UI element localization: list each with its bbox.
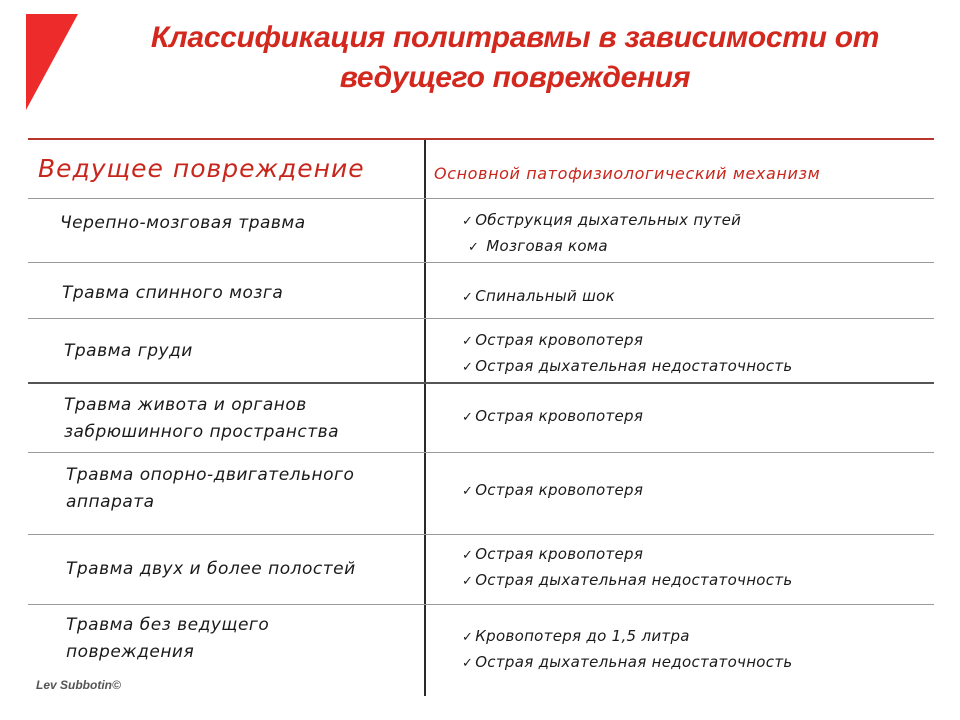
table-row-injury: Травма спинного мозга	[62, 283, 284, 303]
table-row-injury: Травма груди	[64, 341, 193, 361]
table-row-injury: Травма без ведущего повреждения	[66, 615, 270, 662]
check-icon: ✓	[462, 656, 474, 671]
table-row-injury: Травма двух и более полостей	[66, 559, 356, 579]
header-divider	[28, 138, 934, 140]
row-divider	[28, 318, 934, 319]
table-row-mechanisms	[462, 284, 615, 310]
table-row-mechanisms	[462, 624, 793, 676]
mechanism-item: ✓ Острая кровопотеря	[462, 407, 644, 425]
row-divider	[28, 604, 934, 605]
table-row-mechanisms	[462, 478, 643, 504]
check-icon: ✓	[462, 334, 474, 349]
column-header-mechanism: Основной патофизиологический механизм	[434, 164, 821, 183]
check-icon: ✓	[462, 548, 474, 563]
check-icon: ✓	[462, 214, 474, 229]
table-row-injury: Травма опорно-двигательного аппарата	[66, 465, 355, 512]
mechanism-item: ✓ Кровопотеря до 1,5 литра	[462, 627, 690, 645]
row-divider	[28, 452, 934, 453]
mechanism-item: ✓ Острая дыхательная недостаточность	[462, 653, 793, 671]
check-icon: ✓	[468, 240, 480, 255]
mechanism-item: ✓ Острая дыхательная недостаточность	[462, 357, 793, 375]
mechanism-item: ✓ Мозговая кома	[468, 237, 608, 255]
check-icon: ✓	[462, 290, 474, 305]
table-row-mechanisms	[462, 328, 793, 380]
mechanism-item: ✓ Спинальный шок	[462, 287, 615, 305]
table-row-mechanisms	[462, 542, 793, 594]
page-title: Классификация политравмы в зависимости от ведущего повреждения	[150, 21, 880, 94]
row-divider	[28, 382, 934, 384]
table-row-mechanisms	[462, 208, 741, 260]
mechanism-item: ✓ Острая кровопотеря	[462, 481, 644, 499]
row-divider	[28, 534, 934, 535]
author-credit: Lev Subbotin©	[36, 678, 121, 692]
mechanism-item: ✓ Острая кровопотеря	[462, 331, 644, 349]
mechanism-item: ✓ Острая дыхательная недостаточность	[462, 571, 793, 589]
check-icon: ✓	[462, 630, 474, 645]
table-row-mechanisms	[462, 404, 643, 430]
table-row-injury: Травма живота и органов забрюшинного пространства	[64, 395, 340, 442]
check-icon: ✓	[462, 484, 474, 499]
column-divider	[424, 140, 426, 696]
check-icon: ✓	[462, 410, 474, 425]
mechanism-item: ✓ Острая кровопотеря	[462, 545, 644, 563]
column-header-leading-injury: Ведущее повреждение	[38, 154, 365, 183]
table-row-injury: Черепно-мозговая травма	[60, 213, 306, 233]
check-icon: ✓	[462, 360, 474, 375]
row-divider	[28, 262, 934, 263]
corner-triangle-decoration	[26, 14, 78, 110]
mechanism-item: ✓ Обструкция дыхательных путей	[462, 211, 742, 229]
row-divider	[28, 198, 934, 199]
check-icon: ✓	[462, 574, 474, 589]
